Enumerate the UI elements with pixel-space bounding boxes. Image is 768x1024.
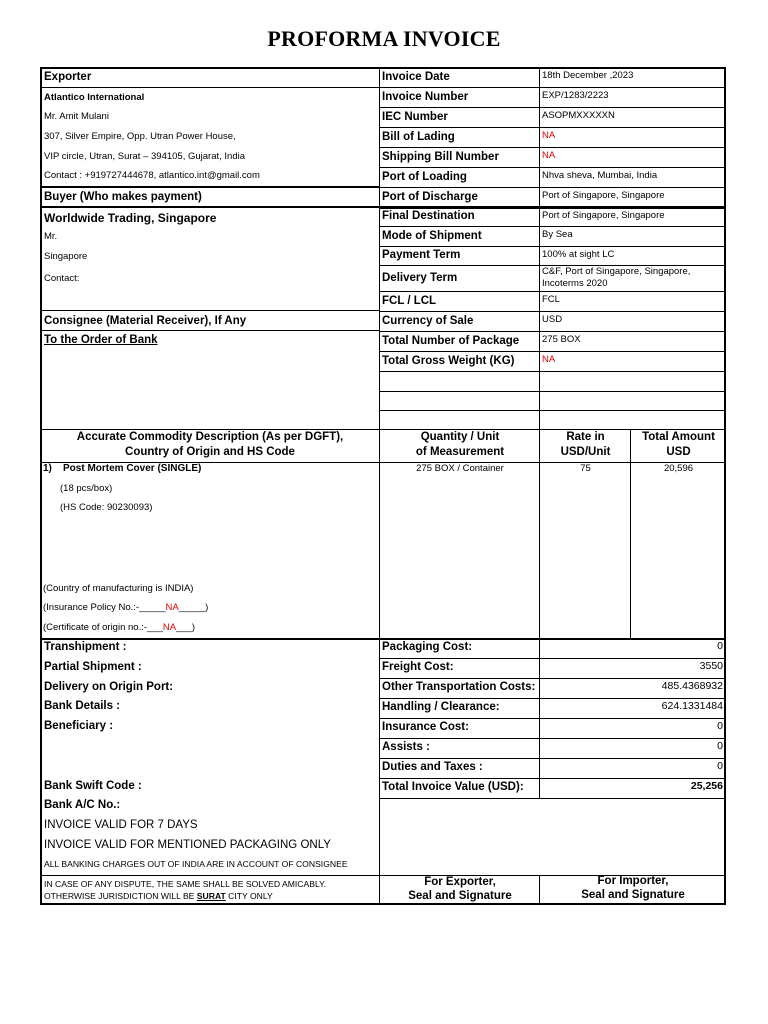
- cost-label: Other Transportation Costs:: [382, 681, 536, 693]
- detail-value: USD: [542, 314, 563, 325]
- cost-value: 0: [717, 740, 723, 752]
- commodity-desc-header-1: Accurate Commodity Description (As per DGFT),: [76, 431, 344, 443]
- buyer-heading: Buyer (Who makes payment): [44, 191, 202, 203]
- cost-value: 485.4368932: [661, 680, 723, 692]
- detail-value: FCL: [542, 294, 560, 305]
- rate-header-2: USD/Unit: [560, 446, 611, 458]
- cost-value: 0: [717, 720, 723, 732]
- detail-value: ASOPMXXXXXN: [542, 110, 615, 121]
- detail-label: Shipping Bill Number: [382, 151, 499, 163]
- importer-signature-label-2: Seal and Signature: [581, 889, 685, 901]
- insurance-policy: (Insurance Policy No.:-_____NA_____): [43, 602, 209, 613]
- detail-label: Final Destination: [382, 210, 475, 222]
- term-label: Delivery on Origin Port:: [44, 681, 174, 693]
- item-rate: 75: [580, 463, 591, 474]
- commodity-desc-header-2: Country of Origin and HS Code: [125, 446, 295, 458]
- detail-label: Payment Term: [382, 249, 461, 261]
- exporter-address-line1: 307, Silver Empire, Opp. Utran Power House,: [44, 131, 236, 142]
- certificate-of-origin: (Certificate of origin no.:-___NA___): [43, 622, 196, 633]
- detail-label: Mode of Shipment: [382, 230, 482, 242]
- cost-value: 0: [717, 760, 723, 772]
- detail-label: FCL / LCL: [382, 295, 437, 307]
- page-title: PROFORMA INVOICE: [267, 26, 501, 51]
- cost-value: 3550: [699, 660, 723, 672]
- cost-label: Freight Cost:: [382, 661, 454, 673]
- item-name: Post Mortem Cover (SINGLE): [63, 463, 202, 474]
- amount-header-1: Total Amount: [642, 431, 715, 443]
- amount-header-2: USD: [666, 446, 691, 458]
- detail-value: EXP/1283/2223: [542, 90, 609, 101]
- consignee-value: To the Order of Bank: [44, 334, 158, 346]
- bank-account-number: Bank A/C No.:: [44, 799, 121, 811]
- qty-header-2: of Measurement: [415, 446, 505, 458]
- detail-label: Delivery Term: [382, 272, 458, 284]
- term-label: Bank Details :: [44, 700, 121, 712]
- term-label: Beneficiary :: [44, 720, 114, 732]
- detail-label: Invoice Number: [382, 91, 469, 103]
- bank-swift-code: Bank Swift Code :: [44, 780, 142, 792]
- banking-charges-note: ALL BANKING CHARGES OUT OF INDIA ARE IN ACCOUNT OF CONSIGNEE: [44, 859, 348, 869]
- exporter-address-line2: VIP circle, Utran, Surat – 394105, Gujarat, India: [44, 151, 246, 162]
- buyer-name: Worldwide Trading, Singapore: [44, 211, 217, 225]
- validity-packaging: INVOICE VALID FOR MENTIONED PACKAGING ONLY: [44, 839, 331, 851]
- detail-value: C&F, Port of Singapore, Singapore,: [542, 266, 691, 277]
- item-packing: (18 pcs/box): [60, 483, 113, 494]
- cost-value: 0: [717, 640, 723, 652]
- exporter-person: Mr. Amit Mulani: [44, 111, 109, 122]
- term-label: Partial Shipment :: [44, 661, 142, 673]
- item-origin: (Country of manufacturing is INDIA): [43, 583, 194, 594]
- consignee-heading: Consignee (Material Receiver), If Any: [44, 315, 247, 327]
- cost-value: 624.1331484: [661, 700, 723, 712]
- cost-label: Duties and Taxes :: [382, 761, 483, 773]
- buyer-person: Mr.: [44, 231, 58, 242]
- detail-label: Total Gross Weight (KG): [382, 355, 515, 367]
- exporter-signature-label-1: For Exporter,: [424, 876, 496, 888]
- buyer-contact: Contact:: [44, 273, 80, 284]
- detail-label: Port of Discharge: [382, 191, 478, 203]
- exporter-heading: Exporter: [44, 71, 92, 83]
- detail-label: Total Number of Package: [382, 335, 520, 347]
- detail-label: Invoice Date: [382, 71, 450, 83]
- detail-value: 18th December ,2023: [542, 70, 634, 81]
- importer-signature-label-1: For Importer,: [597, 875, 669, 887]
- detail-value: Port of Singapore, Singapore: [542, 190, 665, 201]
- buyer-city: Singapore: [44, 251, 88, 262]
- item-hs-code: (HS Code: 90230093): [60, 502, 153, 513]
- rate-header-1: Rate in: [566, 431, 605, 443]
- detail-value: By Sea: [542, 229, 573, 240]
- cost-label: Total Invoice Value (USD):: [382, 781, 524, 793]
- term-label: Transhipment :: [44, 641, 127, 653]
- detail-value-line2: Incoterms 2020: [542, 278, 608, 289]
- detail-label: IEC Number: [382, 111, 448, 123]
- cost-label: Handling / Clearance:: [382, 701, 500, 713]
- detail-value: 275 BOX: [542, 334, 581, 345]
- detail-value: Nhva sheva, Mumbai, India: [542, 170, 658, 181]
- cost-label: Assists :: [382, 741, 430, 753]
- detail-label: Currency of Sale: [382, 315, 474, 327]
- validity-days: INVOICE VALID FOR 7 DAYS: [44, 819, 198, 831]
- item-quantity: 275 BOX / Container: [416, 463, 504, 474]
- exporter-contact: Contact : +919727444678, atlantico.int@gmail.com: [44, 170, 260, 181]
- item-amount: 20,596: [663, 463, 694, 474]
- dispute-note-1: IN CASE OF ANY DISPUTE, THE SAME SHALL BE SOLVED AMICABLY.: [44, 879, 327, 889]
- detail-label: Bill of Lading: [382, 131, 455, 143]
- exporter-signature-label-2: Seal and Signature: [408, 890, 512, 902]
- cost-label: Packaging Cost:: [382, 641, 473, 653]
- detail-value: NA: [542, 130, 556, 141]
- qty-header-1: Quantity / Unit: [420, 431, 500, 443]
- exporter-name: Atlantico International: [44, 92, 145, 103]
- detail-value: NA: [542, 150, 556, 161]
- dispute-note-2: OTHERWISE JURISDICTION WILL BE SURAT CITY ONLY: [44, 891, 273, 901]
- detail-value: 100% at sight LC: [542, 249, 615, 260]
- detail-value: NA: [542, 354, 556, 365]
- item-number: 1): [43, 463, 52, 474]
- detail-label: Port of Loading: [382, 171, 467, 183]
- detail-value: Port of Singapore, Singapore: [542, 210, 665, 221]
- cost-label: Insurance Cost:: [382, 721, 469, 733]
- cost-value: 25,256: [690, 780, 723, 792]
